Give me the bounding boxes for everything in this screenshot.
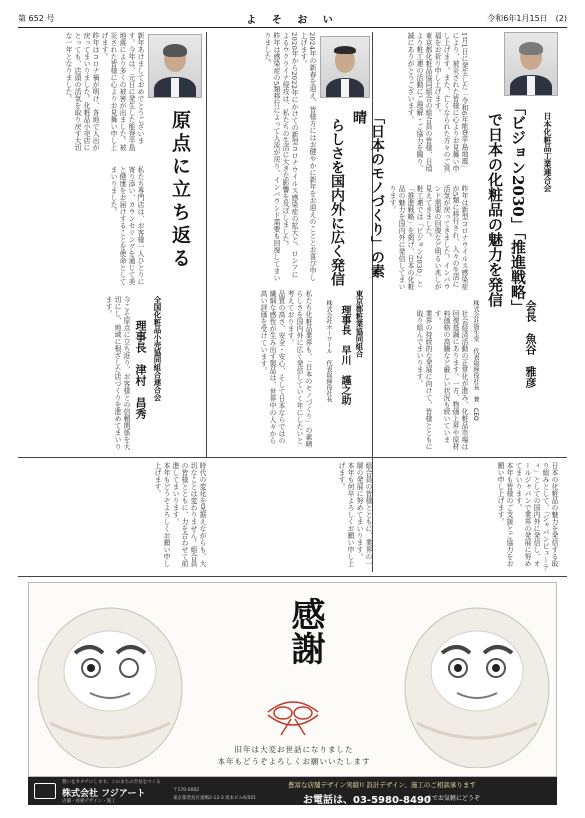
- footer-ad-banner: [28, 777, 557, 805]
- row-divider: [18, 457, 567, 458]
- paragraph: 2020年から2022年にかけての新型コロナウイルス感染症の拡大と、ロシアによるウクライナ侵攻は、私たちの生活に大きな影響を及ぼしました。: [281, 32, 298, 279]
- paragraph: 1月1日に発生した「令和6年能登半島地震」により、被災された皆様に心よりお見舞い申し上げます。また、亡くなられた方々のご冥福をお祈り申し上げます。: [433, 32, 468, 172]
- new-year-advertisement: [28, 582, 557, 777]
- paragraph: 粧工連では「ビジョン2030」と「推進戦略」を掲げ、日本の化粧品の魅力を国内外に発信してまいります。: [388, 185, 423, 290]
- page-header: [18, 10, 567, 26]
- middle-body-upper: [212, 32, 316, 282]
- middle-company: 株式会社ホーワール 代表取締役社長: [325, 300, 332, 402]
- left-portrait-photo: [148, 34, 202, 98]
- paragraph: 組合員の皆様とともに、業界の一層の発展に努めてまいります。: [355, 462, 372, 567]
- paragraph: 本年も皆様のご支援とご協力をお願い申し上げます。: [496, 462, 513, 567]
- footer-slogan: 想いをカタチにします。このまちの空気をつくる: [62, 780, 161, 785]
- middle-role-name: 理事長 早川 謹之助: [339, 305, 350, 405]
- left-body-bottom: [22, 462, 206, 572]
- footer-postal: 〒170-0002: [173, 788, 200, 793]
- ad-calligraphy: 感謝: [285, 597, 325, 665]
- middle-headline-2: らしさを国内外に広く発信: [329, 118, 345, 286]
- footer-company-name: 株式会社 フジアート: [62, 789, 146, 799]
- daruma-left-illustration: [35, 593, 185, 768]
- left-body-upper: [22, 32, 144, 157]
- right-body-lower: [378, 462, 558, 572]
- paragraph: 時代の変化を見据えながらも、大切なことは変わりません。組合員の皆様とともに、力を合わせて前進してまいります。: [171, 462, 206, 567]
- paragraph: 品質の高さ、安全・安心、そして日本ならではの繊細な感性が生み出す製品は、世界中の人々から高い評価を受けています。: [259, 290, 285, 444]
- footer-address: 東京都豊島区巣鴨2-12-3 坂本ビル6/501: [173, 796, 257, 801]
- paragraph: 私たち化粧品業界も、「日本のモノづくり」の素晴らしさを国内外に広く発信していく年にしたいと考えております。: [286, 290, 312, 448]
- middle-body-mid: [212, 290, 312, 450]
- column-divider: [206, 32, 207, 457]
- middle-org: 東京都粧業協同組合: [355, 290, 364, 358]
- right-body-upper: [378, 32, 468, 172]
- left-role-name: 理事長 津村 昌秀: [134, 320, 147, 419]
- right-role-name: 会長 魚谷 雅彦: [524, 300, 537, 388]
- right-headline-1: 「ビジョン2030」「推進戦略」: [509, 100, 527, 315]
- footer-phone-note: までお気軽にどうぞ: [426, 795, 481, 802]
- paragraph: 本年も何卒よろしくお願い申し上げます。: [337, 462, 354, 567]
- right-headline-2: で日本の化粧品の魅力を発信: [486, 112, 504, 307]
- header-rule: [18, 27, 567, 28]
- paragraph: 昨年は新型コロナウイルス感染症が5類に移行され、人々の生活に活気が戻ってきました。インバウンド需要の回復など明るい兆しが見えてきました。: [424, 185, 468, 290]
- ad-divider: [18, 576, 567, 577]
- paragraph: 東京都化粧品協同組合の組合員の皆様、日頃より粧工連の活動にご理解・ご協力を賜り、誠にありがとうございます。: [406, 32, 432, 172]
- mizuhiki-knot-icon: [263, 687, 323, 737]
- footer-service: 店舗・看板デザイン・施工: [62, 799, 116, 804]
- footer-phone: お電話は、03-5980-8490: [303, 795, 431, 806]
- left-body-mid: [22, 166, 144, 286]
- company-logo-icon: [34, 783, 56, 799]
- issue-number: 第 652 号: [18, 14, 55, 23]
- paragraph: 新年あけましておめでとうございます。今年は、元日に発生した能登半島地震により多くの被害が出ました。被災された皆様に心よりお見舞い申し上げます。: [100, 32, 144, 151]
- paragraph: 業界の持続的な発展に向けて、皆様とともに取り組んでまいります。: [415, 310, 432, 450]
- ad-message-2: 本年もどうぞよろしくお願いいたします: [217, 757, 371, 766]
- paragraph: 社会経済活動の正常化が進み、化粧品市場は回復基調にあります。一方、物価上昇や原材料価格の高騰など厳しい状況も続いています。: [433, 310, 468, 450]
- left-org: 全国化粧品小売協同組合連合会: [153, 296, 162, 401]
- footer-tagline: 豊富な店舗デザイン実績!! 設計デザイン、施工のご相談承ります: [288, 781, 476, 789]
- right-org: 日本化粧品工業連合会: [543, 112, 552, 192]
- paragraph: 日本の化粧品の魅力を発信する取り組みとして、「ジャパンビューティ」としての国内外に発信し、オールジャパンで業界の発展に努めてまいります。: [514, 462, 558, 571]
- middle-body-lower: [212, 462, 372, 572]
- right-company: 株式会社資生堂 代表取締役社長 兼 CEO: [472, 300, 479, 421]
- middle-headline-1: 「日本のモノづくり」の素晴: [351, 110, 385, 278]
- right-body-mid: [378, 310, 468, 450]
- ad-message-1: 旧年は大変お世話になりました: [234, 745, 354, 754]
- paragraph: 私たち専門店は、お客様一人ひとりに寄り添い、カウンセリングを通じて美と健康をお届けすることを使命としてまいりました。: [109, 166, 144, 285]
- right-portrait-photo: [504, 32, 558, 96]
- paragraph: 昨年は感染症の5類移行によって人流が戻り、インバウンド需要も回復してまいりました。: [263, 32, 280, 282]
- issue-date: 令和6年1月15日 (2): [487, 14, 567, 23]
- paragraph: 昨年はコロナ禍が明け、各地で人出が戻ってまいりました。化粧品小売店にとっても、店頭の活気を取り戻す大切な一年となりました。: [64, 32, 99, 151]
- paragraph: 本年もどうぞよろしくお願い申し上げます。: [153, 462, 170, 567]
- right-body-upper-2: [378, 185, 468, 293]
- left-body-lower: [22, 296, 130, 451]
- left-headline: 原点に立ち返る: [169, 110, 191, 271]
- middle-portrait-photo: [320, 36, 370, 98]
- paragraph: 2024年の新春を迎え、皆様方にはお健やかに新年をお迎えのこととお喜び申し上げます。: [299, 32, 316, 282]
- masthead-title: よ そ お い: [246, 15, 339, 26]
- daruma-right-illustration: [402, 593, 552, 768]
- paragraph: 今こそ原点に立ち返り、お客様との信頼関係を大切にし、地域に根ざした店づくりを進めてまいります。: [104, 296, 130, 450]
